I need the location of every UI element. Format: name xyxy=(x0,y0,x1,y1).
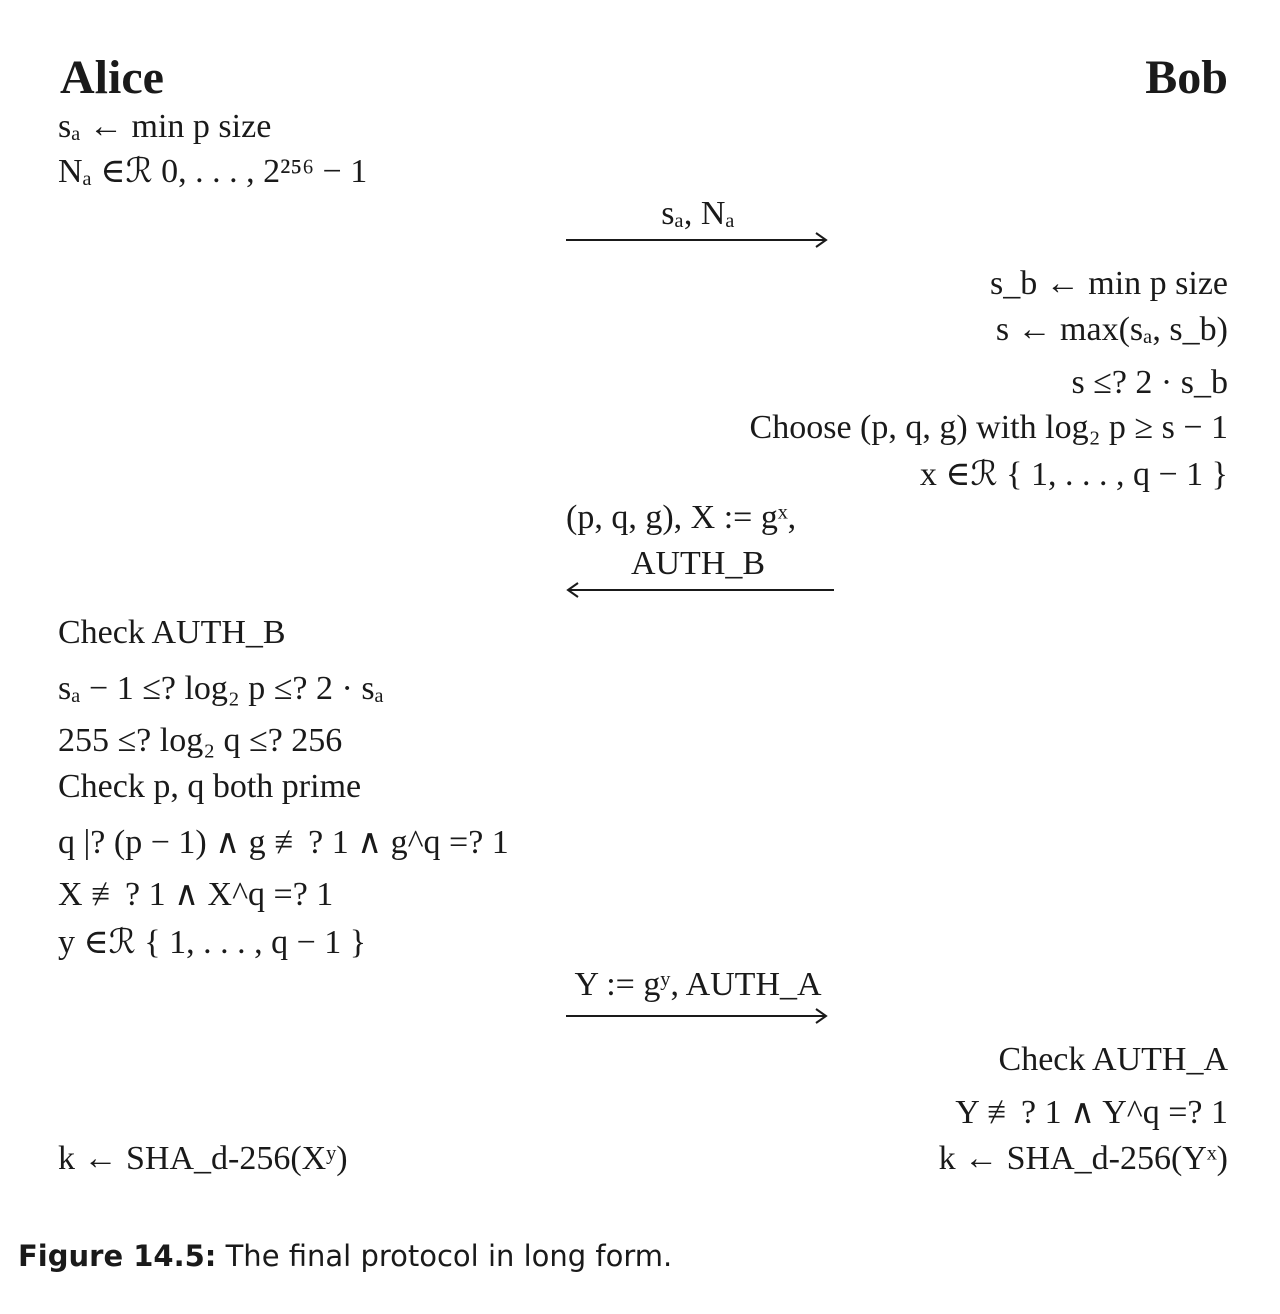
alice-check-2: sₐ − 1 ≤? log₂ p ≤? 2 · sₐ xyxy=(58,670,384,707)
message-1-arrow-right xyxy=(566,232,830,248)
bob-step-2: s ← max(sₐ, s_b) xyxy=(995,311,1228,348)
alice-init-line-2: Nₐ ∈ℛ 0, . . . , 2²⁵⁶ − 1 xyxy=(58,153,368,190)
bob-heading: Bob xyxy=(1145,51,1228,104)
alice-check-1: Check AUTH_B xyxy=(58,614,286,651)
figure-caption xyxy=(18,1239,673,1273)
bob-final-2: Y ≢? 1 ∧ Y^q =? 1 xyxy=(955,1094,1228,1131)
message-1-label: sₐ, Nₐ xyxy=(661,195,735,232)
bob-final-3: k ← SHA_d-256(Yˣ) xyxy=(938,1140,1228,1177)
bob-step-1: s_b ← min p size xyxy=(990,265,1228,302)
bob-step-3: s ≤? 2 · s_b xyxy=(1071,364,1228,401)
alice-check-6: X ≢? 1 ∧ X^q =? 1 xyxy=(58,876,334,913)
message-2-label-line-2: AUTH_B xyxy=(630,545,766,582)
bob-final-1: Check AUTH_A xyxy=(998,1041,1228,1078)
alice-check-4: Check p, q both prime xyxy=(58,768,362,805)
figure-caption-text: The final protocol in long form. xyxy=(225,1239,673,1273)
alice-heading: Alice xyxy=(60,51,164,104)
message-2-label-line-1: (p, q, g), X := gˣ, xyxy=(566,499,797,536)
message-2-arrow-left xyxy=(564,582,834,598)
alice-final: k ← SHA_d-256(Xʸ) xyxy=(58,1140,348,1177)
message-3-arrow-right xyxy=(566,1008,830,1024)
alice-check-3: 255 ≤? log₂ q ≤? 256 xyxy=(58,722,343,759)
bob-step-5: x ∈ℛ { 1, . . . , q − 1 } xyxy=(919,456,1228,493)
message-3-label: Y := gʸ, AUTH_A xyxy=(574,966,822,1003)
figure-caption-label: Figure 14.5: xyxy=(18,1239,217,1273)
alice-check-5: q |? (p − 1) ∧ g ≢? 1 ∧ g^q =? 1 xyxy=(58,824,509,861)
alice-init-line-1: sₐ ← min p size xyxy=(58,108,272,145)
bob-step-4: Choose (p, q, g) with log₂ p ≥ s − 1 xyxy=(749,409,1228,446)
alice-check-7: y ∈ℛ { 1, . . . , q − 1 } xyxy=(58,924,367,961)
